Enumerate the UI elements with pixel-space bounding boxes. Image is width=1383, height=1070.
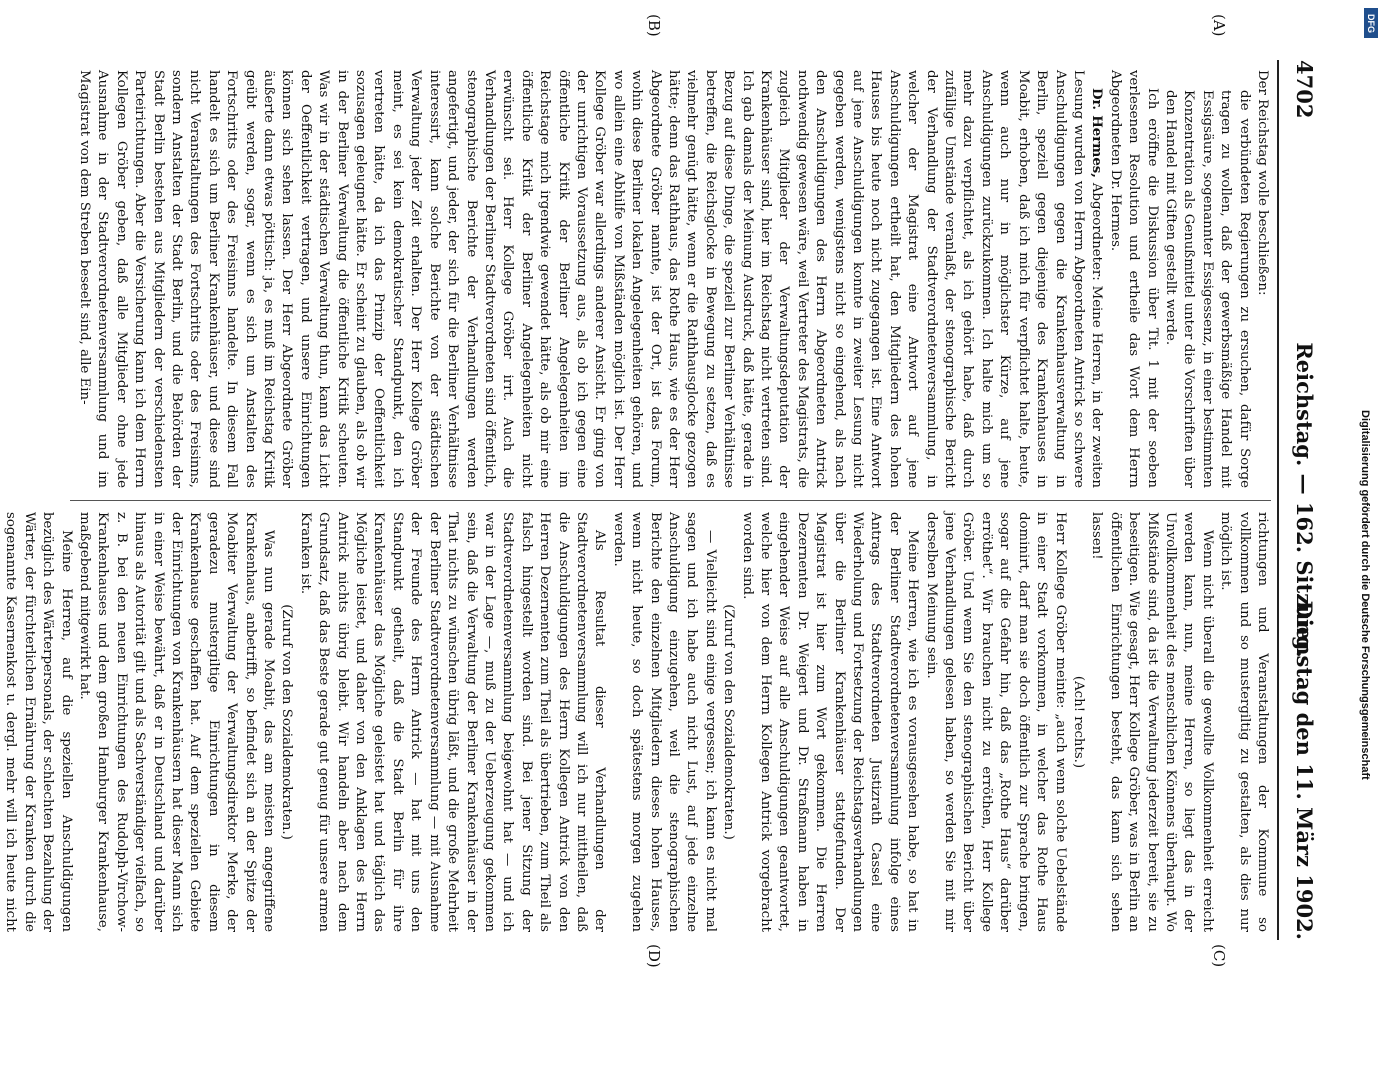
page-header bbox=[1281, 60, 1323, 940]
dfg-logo: DFG bbox=[1364, 8, 1378, 38]
interjection: (Zuruf von den Sozialdemokraten.) bbox=[721, 604, 737, 840]
margin-marker-a: (A) bbox=[1210, 14, 1228, 37]
digitization-credit bbox=[1349, 10, 1379, 990]
credit-text: Digitalisierung gefördert durch die Deutsche Forschungsgemeinschaft bbox=[1359, 410, 1371, 780]
right-column bbox=[3, 512, 1271, 932]
session-title: Reichstag. — 162. Sitzung. bbox=[1292, 342, 1317, 658]
paragraph: Der Reichstag wolle beschließen: bbox=[1255, 70, 1270, 296]
speech-text: Abgeordneter: Meine Herren, in der zweiten Lesung wurden von Herrn Abgeordneten Antrick so schwere Anschuldigungen gegen die Krankenhausverwaltung in Berlin, speziell gegen diejenige des Krankenhauses in Moabit, erhoben, daß ich mich für verpflichtet halte, heute, wenn auch nur in möglichster Kürze, auf jene Anschuldigungen zurückzukommen. Ich halte mich um so mehr dazu verpflichtet, als ich gehört habe, daß durch zufällige Umstände veranlaßt, der stenographische Bericht der Verhandlung der Stadtverordnetenversammlung, in welcher der Magistrat eine Antwort auf jene Anschuldigungen ertheilt hat, den Mitgliedern des hohen Hauses bis heute noch nicht zugegangen ist. Eine Antwort auf jene Anschuldigungen konnte in zweiter Lesung nicht gegeben werden, wenigstens nicht so eingehend, als nach den Anschuldigungen des Herrn Abgeordneten Antrick nothwendig gewesen wäre, weil Vertreter des Magistrats, die zugleich Mitglieder der Verwaltungsdeputation der Krankenhäuser sind, hier im Reichstag nicht vertreten sind. Ich gab damals der Meinung Ausdruck, daß hätte, gerade in Bezug auf diese Dinge, die speziell zur Berliner Verhältnisse betreffen, die Reichsglocke in Bewegung zu setzen, daß es vielmehr genügt hätte, wenn er die Rathhausglocke gezogen hätte; denn das Rathhaus, das Rothe Haus, wie es der Herr Abgeordnete Gröber nannte, ist der Ort, ist das Forum, wohin diese Berliner lokalen Angelegenheiten gehören, und wo allein eine Abhilfe von Mißständen möglich ist. Der Herr Kollege Gröber war allerdings anderer Ansicht. Er ging von der unrichtigen Voraussetzung aus, als ob ich gegen eine öffentliche Kritik der Berliner Angelegenheiten im Reichstage mich irgendwie gewendet hätte, als ob mir eine öffentliche Kritik der Berliner Angelegenheiten nicht erwünscht sei. Herr Kollege Gröber irrt. Auch die Verhandlungen der Berliner Stadtverordneten sind öffentlich, stenographische Berichte der Verhandlungen werden angefertigt, und jeder, der sich für die Berliner Verhältnisse interessirt, kann solche Berichte von der städtischen Verwaltung jeder Zeit erhalten. Der Herr Kollege Gröber meint, es sei kein demokratischer Standpunkt, den ich vertreten hätte, da ich das Prinzip der Oeffentlichkeit sozusagen geleugnet hätte. Er scheint zu glauben, als ob wir in der Berliner Verwaltung die öffentliche Kritik scheuten. Was wir in der städtischen Verwaltung thun, kann das Licht der Oeffentlichkeit vertragen, und unsere Einrichtungen können sich sehen lassen. Der Herr Abgeordnete Gröber äußerte dann etwas pöttisch: ja, es muß im Reichstag Kritik geübt werden, sogar, wenn es sich um Anstalten des Fortschritts oder des Freisinns handelte. In diesem Fall handelt es sich um Berliner Krankenhäuser, und diese sind nicht Veranstaltungen des Fortschritts oder des Freisinns, sondern Anstalten der Stadt Berlin, und die Behörden der Stadt Berlin bestehen aus Mitgliedern der verschiedensten Parteirichtungen. Aber die Versicherung kann ich dem Herrn Kollegen Gröber geben, daß alle Mitglieder ohne jede Ausnahme in der Stadtverordnetenversammlung und im Magistrat von dem Streben beseelt sind, alle Ein- bbox=[77, 70, 1105, 488]
paragraph: — Vielleicht sind einige vergessen; ich kann es nicht mal sagen und ich habe auch nicht Lust, auf jede einzelne Anschuldigung einzugehen, weil die stenographischen Berichte den einzelnen Mitgliedern dieses hohen Hauses, wenn nicht heute, so doch spätestens morgen zugehen werden. bbox=[610, 512, 718, 932]
margin-marker-c: (C) bbox=[1210, 944, 1228, 968]
paragraph: Wenn nicht überall die gewollte Vollkommenheit erreicht werden kann, nun, meine Herren, so liegt das in der Unvollkommenheit des menschlichen Könnens überhaupt. Wo Mißstände sind, da ist die Verwaltung jederzeit bereit, sie zu beseitigen. Wie gesagt, Herr Kollege Gröber, was in Berlin an öffentlichen Einrichtungen besteht, das kann sich sehen lassen! bbox=[1089, 512, 1215, 932]
paragraph: Meine Herren, wie ich es vorausgesehen habe, so hat in der Berliner Stadtverordnetenversammlung infolge eines Antrags des Stadtverordneten Justizrath Cassel eine Wiederholung und Fortsetzung der Reichstagsverhandlungen über die Berliner Krankenhäuser stattgefunden. Der Magistrat ist hier zum Wort gekommen. Die Herren Dezernenten Dr. Weigert und Dr. Straßmann haben in eingehender Weise auf alle Anschuldigungen geantwortet, welche hier von dem Herrn Kollegen Antrick vorgebracht worden sind. bbox=[739, 512, 921, 932]
interjection: (Zuruf von den Sozialdemokraten.) bbox=[279, 604, 295, 840]
resolution-text: die verbündeten Regierungen zu ersuchen, dafür Sorge tragen zu wollen, daß der gewerbsmäßige Handel mit Essigsäure, sogenannter Essigessenz, in einer bestimmten Konzentration als Genußmittel unter die Vorschriften über den Handel mit Giften gestellt werde. bbox=[1162, 90, 1252, 488]
margin-marker-b: (B) bbox=[645, 14, 663, 37]
margin-marker-d: (D) bbox=[645, 944, 663, 968]
paragraph: Ich eröffne die Diskussion über Tit. 1 mit der soeben verlesenen Resolution und ertheile das Wort dem Herrn Abgeordneten Dr. Hermes. bbox=[1107, 70, 1160, 488]
interjection: (Ach! rechts.) bbox=[1070, 675, 1086, 769]
speech-paragraph bbox=[75, 70, 1106, 488]
paragraph: Was nun gerade Moabit, das am meisten angegriffene Krankenhaus, anbetrifft, so befindet sich an der Spitze der Moabiter Verwaltung der Verwaltungsdirektor Merke, der geradezu mustergiltige Einrichtungen in diesem Krankenhause geschaffen hat. Auf dem speziellen Gebiete der Einrichtungen von Krankenhäusern hat dieser Mann sich in einer Weise bewährt, daß er in Deutschland und darüber hinaus als Autorität gilt und als Sachverständiger vielfach, so z. B. bei den neuen Einrichtungen des Rudolph-Virchow-Krankenhauses und dem großen Hamburger Krankenhause, maßgebend mitgewirkt hat. bbox=[77, 512, 277, 932]
paragraph: Herr Kollege Gröber meinte: „auch wenn solche Uebelstände in einer Stadt vorkommen, in welcher das Rothe Haus dominirt, darf man sie doch öffentlich zur Sprache bringen, sogar auf die Gefahr hin, daß das „Rothe Haus“ darüber erröthet“. Wir brauchen nicht zu erröthen, Herr Kollege Gröber. Und wenn Sie den stenographischen Bericht über jene Verhandlungen gelesen haben, so werden Sie mit mir derselben Meinung sein. bbox=[923, 512, 1068, 932]
left-column bbox=[60, 70, 1271, 488]
paragraph: richtungen und Veranstaltungen der Kommune so vollkommen und so mustergiltig zu gestalten, als dies nur möglich ist. bbox=[1218, 512, 1270, 932]
paragraph: Als Resultat dieser Verhandlungen der Stadtverordnetenversammlung will ich nur mittheilen, daß die Anschuldigungen des Herrn Kollegen Antrick von den Herren Dezernenten zum Theil als übertrieben, zum Theil als falsch hingestellt worden sind. Bei jener Sitzung der Stadtverordnetenversammlung beigewohnt hat — und ich war in der Lage —, muß zu der Ueberzeugung gekommen sein, daß die Verwaltung der Berliner Krankenhäuser in der That nichts zu wünschen übrig läßt, und die große Mehrheit der Berliner Stadtverordnetenversammlung — mit Ausnahme der Freunde des Herrn Antrick — hat mit uns den Standpunkt getheilt, daß die Stadt Berlin für ihre Krankenhäuser das Mögliche geleistet hat und täglich das Mögliche leistet, und daher von den Anklagen des Herrn Antrick nichts übrig bleibt. Wir handeln aber nach dem Grundsatz, daß das Beste gerade gut genug für unsere armen Kranken ist. bbox=[297, 512, 608, 932]
session-date: Dienstag den 11. März 1902. bbox=[1292, 600, 1317, 940]
paragraph: Meine Herren, auf die speziellen Anschuldigungen bezüglich des Wärterpersonals, der schlechten Bezahlung der Wärter, der fürchterlichen Ernährung der Kranken durch die sogenannte Kasernenkost u. dergl. mehr will ich heute nicht bbox=[3, 512, 74, 932]
page-number: 4702 bbox=[1292, 60, 1317, 119]
speaker-name: Dr. Hermes, bbox=[1089, 88, 1105, 178]
header-rule bbox=[1277, 60, 1279, 940]
column-divider bbox=[70, 500, 1271, 501]
